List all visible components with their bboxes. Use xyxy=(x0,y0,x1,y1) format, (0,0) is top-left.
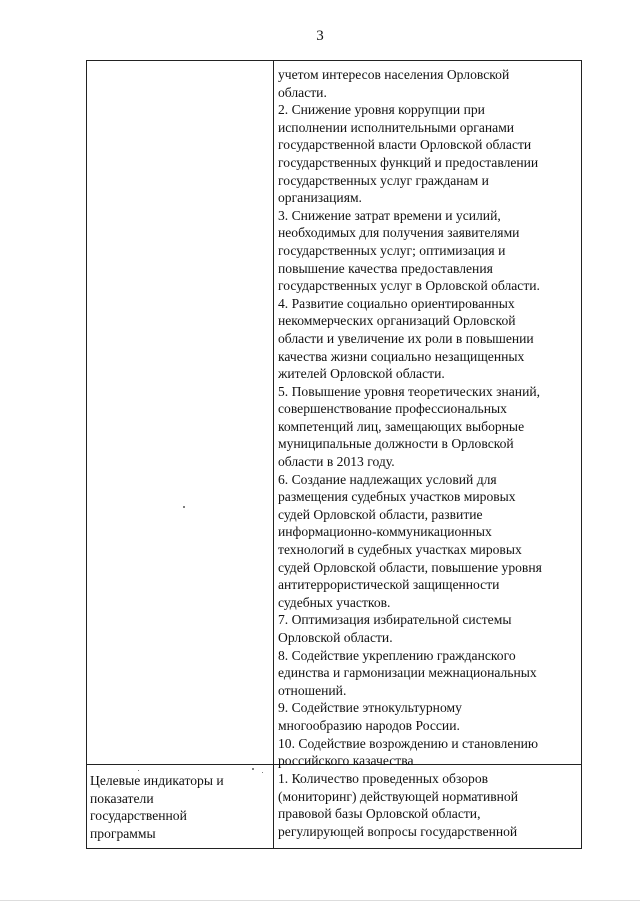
row1-text-line: организациям. xyxy=(278,190,362,206)
scan-speck xyxy=(252,768,254,770)
row1-text-line: отношений. xyxy=(278,682,347,698)
row1-text-line: повышение качества предоставления xyxy=(278,260,493,276)
row1-text-line: судей Орловской области, повышение уровня xyxy=(278,559,542,575)
row1-text-line: 9. Содействие этнокультурному xyxy=(278,700,462,716)
row1-text-line: судебных участков. xyxy=(278,594,391,610)
row2-left-cell xyxy=(90,772,270,842)
row1-text-line: 6. Создание надлежащих условий для xyxy=(278,471,497,487)
row2-text-line: правовой базы Орловской области, xyxy=(278,806,481,822)
row1-text-line: качества жизни социально незащищенных xyxy=(278,348,525,364)
row2-label-line: программы xyxy=(90,825,156,841)
row1-text-line: технологий в судебных участках мировых xyxy=(278,542,522,558)
row1-text-line: антитеррористической защищенности xyxy=(278,577,500,593)
scan-speck xyxy=(183,506,185,508)
row1-text-line: государственных услуг гражданам и xyxy=(278,172,489,188)
scan-speck xyxy=(262,772,263,773)
row2-text-line: регулирующей вопросы государственной xyxy=(278,823,518,839)
row1-text-line: 8. Содействие укреплению гражданского xyxy=(278,647,516,663)
page-number: 3 xyxy=(316,28,324,44)
row1-text-line: муниципальные должности в Орловской xyxy=(278,436,514,452)
row2-text-line: (мониторинг) действующей нормативной xyxy=(278,788,518,804)
row1-text-line: 10. Содействие возрождению и становлению xyxy=(278,735,539,751)
row1-text-line: совершенствование профессиональных xyxy=(278,401,507,417)
row1-text-line: компетенций лиц, замещающих выборные xyxy=(278,418,525,434)
column-divider xyxy=(273,61,274,848)
row1-text-line: 4. Развитие социально ориентированных xyxy=(278,295,515,311)
row2-right-cell xyxy=(278,770,578,840)
row1-text-line: информационно-коммуникационных xyxy=(278,524,492,540)
row1-text-line: учетом интересов населения Орловской xyxy=(278,67,510,82)
row1-text-line: области и увеличение их роли в повышении xyxy=(278,330,534,346)
row1-text-line: 5. Повышение уровня теоретических знаний, xyxy=(278,383,541,399)
scan-speck xyxy=(138,770,139,771)
row1-text-line: государственных функций и предоставлении xyxy=(278,154,539,170)
row2-label-line: государственной xyxy=(90,808,187,824)
page-edge xyxy=(0,900,640,901)
row2-label-line: Целевые индикаторы и xyxy=(90,773,224,788)
row1-text-line: 2. Снижение уровня коррупции при xyxy=(278,102,485,118)
row1-text-line: исполнении исполнительными органами xyxy=(278,119,515,135)
row1-text-line: размещения судебных участков мировых xyxy=(278,489,516,505)
row1-text-line: государственных услуг; оптимизация и xyxy=(278,242,506,258)
row1-text-line: судей Орловской области, развитие xyxy=(278,506,483,522)
row1-right-cell xyxy=(278,66,578,770)
row1-text-line: российского казачества xyxy=(278,753,414,769)
row1-text-line: государственной власти Орловской области xyxy=(278,137,532,153)
row1-text-line: многообразию народов России. xyxy=(278,717,460,733)
row2-text-line: 1. Количество проведенных обзоров xyxy=(278,771,489,786)
table-bottom-border xyxy=(86,848,581,849)
row1-text-line: 3. Снижение затрат времени и усилий, xyxy=(278,207,501,223)
row1-text-line: Орловской области. xyxy=(278,630,393,645)
row1-text-line: области в 2013 году. xyxy=(278,454,395,470)
row1-text-line: единства и гармонизации межнациональных xyxy=(278,665,537,681)
row1-text-line: 7. Оптимизация избирательной системы xyxy=(278,612,512,628)
row1-text-line: необходимых для получения заявителями xyxy=(278,225,520,241)
row1-text-line: области. xyxy=(278,84,327,100)
row2-label-line: показатели xyxy=(90,790,154,806)
row1-text-line: некоммерческих организаций Орловской xyxy=(278,313,516,329)
row1-text-line: государственных услуг в Орловской области. xyxy=(278,278,540,294)
row1-text-line: жителей Орловской области. xyxy=(278,366,445,382)
